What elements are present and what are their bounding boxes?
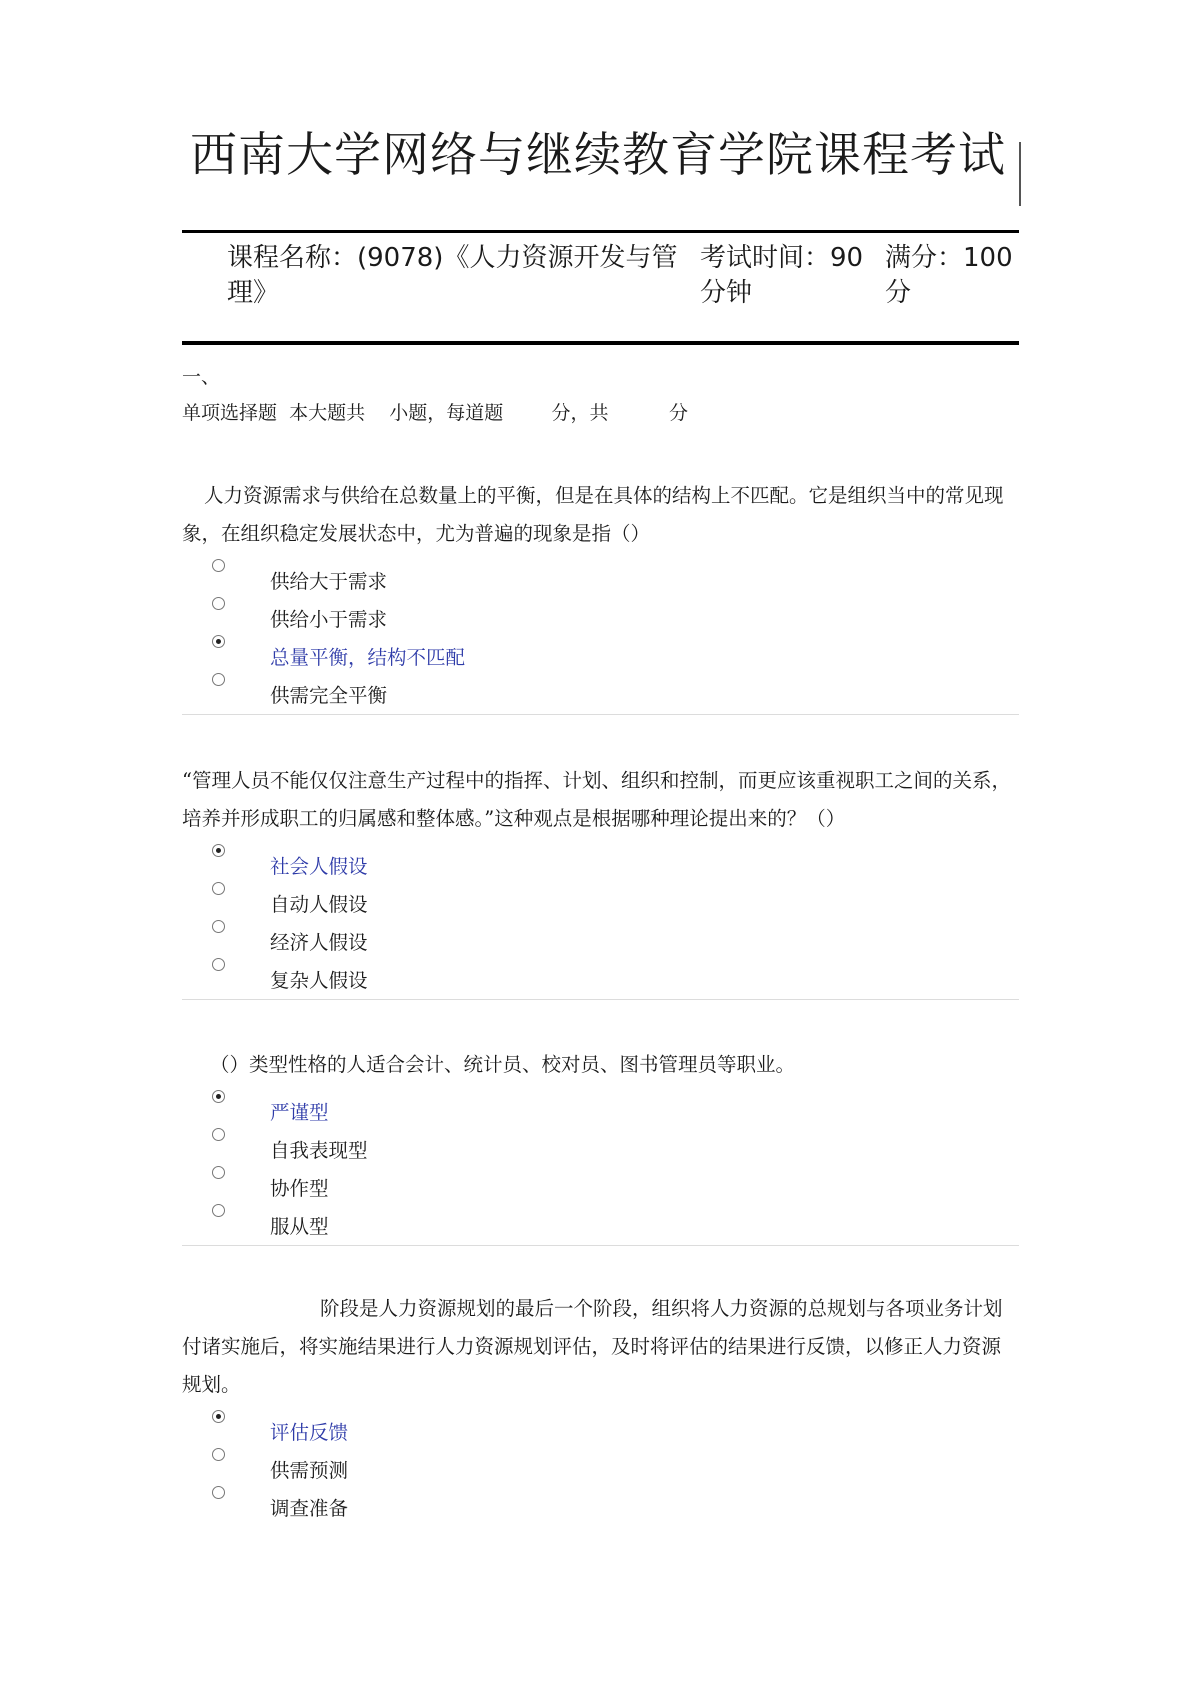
question-stem: “管理人员不能仅仅注意生产过程中的指挥、计划、组织和控制，而更应该重视职工之间的关系，培养并形成职工的归属感和整体感。”这种观点是根据哪种理论提出来的？（） [182, 769, 1011, 830]
option-label: 自动人假设 [270, 893, 368, 916]
header-top-rule [182, 230, 1019, 233]
question-2 [182, 762, 1019, 1000]
radio-button-selected[interactable] [212, 635, 225, 648]
radio-button-selected[interactable] [212, 1090, 225, 1103]
option-4[interactable] [182, 958, 1019, 996]
radio-button-selected[interactable] [212, 844, 225, 857]
full-score [885, 241, 1025, 311]
option-label: 经济人假设 [270, 931, 368, 954]
full-score-line: 分 [885, 278, 912, 308]
option-label: 协作型 [270, 1177, 329, 1200]
question-stem: （）类型性格的人适合会计、统计员、校对员、图书管理员等职业。 [210, 1053, 796, 1076]
option-2[interactable] [182, 1448, 1019, 1486]
question-divider [182, 999, 1019, 1000]
radio-button[interactable] [212, 1486, 225, 1499]
course-name-line: 课程名称：(9078)《人力资源开发与管 [227, 243, 678, 273]
question-divider [182, 714, 1019, 715]
option-2[interactable] [182, 597, 1019, 635]
course-name [227, 241, 697, 311]
option-1[interactable] [182, 844, 1019, 882]
option-3[interactable] [182, 920, 1019, 958]
radio-button[interactable] [212, 597, 225, 610]
question-divider [182, 1245, 1019, 1246]
option-3[interactable] [182, 1166, 1019, 1204]
option-2[interactable] [182, 1128, 1019, 1166]
option-list [182, 1090, 1019, 1242]
option-4[interactable] [182, 1204, 1019, 1242]
option-1[interactable] [182, 1410, 1019, 1448]
radio-button[interactable] [212, 559, 225, 572]
option-list [182, 844, 1019, 996]
radio-button[interactable] [212, 1166, 225, 1179]
option-label: 调查准备 [270, 1497, 349, 1520]
header-bottom-rule [182, 341, 1019, 345]
radio-button-selected[interactable] [212, 1410, 225, 1423]
exam-time-line: 分钟 [700, 278, 753, 308]
option-label: 供给小于需求 [270, 608, 388, 631]
radio-button[interactable] [212, 1128, 225, 1141]
option-1[interactable] [182, 1090, 1019, 1128]
text-cursor [1019, 142, 1021, 206]
page-title: 西南大学网络与继续教育学院课程考试 [190, 128, 1006, 183]
section-number: 一、 [182, 366, 221, 388]
radio-button[interactable] [212, 673, 225, 686]
question-3 [182, 1046, 1019, 1246]
option-label: 服从型 [270, 1215, 329, 1238]
option-1[interactable] [182, 559, 1019, 597]
exam-time [700, 241, 880, 311]
option-list [182, 1410, 1019, 1524]
course-name-line: 理》 [227, 278, 280, 308]
option-label: 自我表现型 [270, 1139, 368, 1162]
option-3[interactable] [182, 635, 1019, 673]
section-description: 单项选择题 本大题共 小题，每道题 分，共 分 [182, 402, 688, 424]
question-4 [182, 1290, 1019, 1524]
option-2[interactable] [182, 882, 1019, 920]
radio-button[interactable] [212, 1448, 225, 1461]
option-label-selected: 严谨型 [270, 1101, 329, 1124]
option-list [182, 559, 1019, 711]
option-label: 复杂人假设 [270, 969, 368, 992]
question-stem: 阶段是人力资源规划的最后一个阶段，组织将人力资源的总规划与各项业务计划付诸实施后，将实施结果进行人力资源规划评估，及时将评估的结果进行反馈，以修正人力资源规划。 [182, 1297, 1003, 1396]
radio-button[interactable] [212, 1204, 225, 1217]
question-1 [182, 477, 1019, 715]
option-label-selected: 总量平衡，结构不匹配 [270, 646, 466, 669]
radio-button[interactable] [212, 920, 225, 933]
full-score-line: 满分：100 [885, 243, 1013, 273]
question-stem: 人力资源需求与供给在总数量上的平衡，但是在具体的结构上不匹配。它是组织当中的常见现象，在组织稳定发展状态中，尤为普遍的现象是指（） [182, 484, 1004, 545]
radio-button[interactable] [212, 882, 225, 895]
option-label-selected: 评估反馈 [270, 1421, 349, 1444]
option-4[interactable] [182, 673, 1019, 711]
exam-time-line: 考试时间：90 [700, 243, 864, 273]
radio-button[interactable] [212, 958, 225, 971]
option-label: 供需完全平衡 [270, 684, 388, 707]
option-label-selected: 社会人假设 [270, 855, 368, 878]
option-3[interactable] [182, 1486, 1019, 1524]
option-label: 供给大于需求 [270, 570, 388, 593]
option-label: 供需预测 [270, 1459, 349, 1482]
